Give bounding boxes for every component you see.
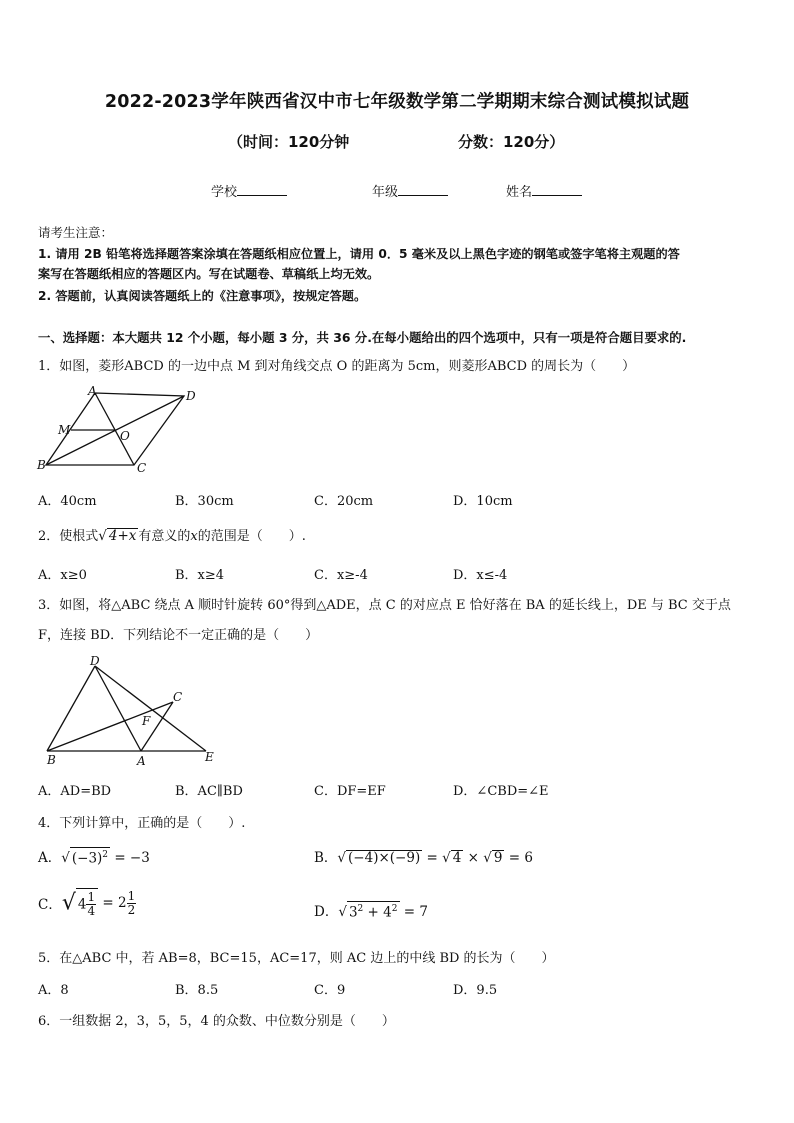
q4-option-d-exp1: 2 xyxy=(357,903,364,914)
notice-heading: 请考生注意： xyxy=(38,225,114,240)
school-field xyxy=(211,181,287,200)
q4-option-d-label: D． xyxy=(314,904,339,920)
q1-option-d[interactable]: D．10cm xyxy=(453,494,513,509)
q3-label-C: C xyxy=(173,690,183,704)
q1-label-D: D xyxy=(186,389,196,403)
q4-option-a-label: A． xyxy=(38,850,62,866)
q1-label-C: C xyxy=(137,461,147,475)
q2-option-a[interactable]: A．x≥0 xyxy=(38,568,87,583)
q2-option-d[interactable]: D．x≤-4 xyxy=(453,568,508,583)
q2-suffix: 的范围是（ ）. xyxy=(197,529,306,544)
q3-label-A: A xyxy=(137,754,146,768)
q3-line2: F，连接 BD．下列结论不一定正确的是（ ） xyxy=(38,628,319,643)
name-blank xyxy=(532,183,582,196)
q4-option-b-radicand: (−4)×(−9) xyxy=(348,850,421,866)
q4-option-d-a: 3 xyxy=(348,904,358,920)
q1-label-B: B xyxy=(37,458,46,472)
q4-option-c-eq: = 2 xyxy=(98,895,127,911)
q3-line1: 3．如图，将△ABC 绕点 A 顺时针旋转 60°得到△ADE，点 C 的对应点 E 恰好落在 BA 的延长线上，DE 与 BC 交于点 xyxy=(38,598,731,613)
q4-option-a[interactable]: A．√ $(-3)^2 = -3$ xyxy=(38,846,150,866)
q1-option-a[interactable]: A．40cm xyxy=(38,494,97,509)
q1-rhombus-figure xyxy=(34,384,204,476)
q4-option-b-label: B． xyxy=(314,850,338,866)
q5-option-c[interactable]: C．9 xyxy=(314,983,346,998)
q1-label-O: O xyxy=(120,429,130,443)
time-label: （时间：120分钟 xyxy=(228,133,350,151)
q4-option-c-frac2 xyxy=(127,890,137,917)
q1-option-c[interactable]: C．20cm xyxy=(314,494,374,509)
q5-option-b[interactable]: B．8.5 xyxy=(175,983,219,998)
q3-option-c[interactable]: C．DF=EF xyxy=(314,784,386,799)
name-field xyxy=(506,181,582,200)
q4-option-d[interactable]: D．√ $3^2 + 4^2 = 7$ xyxy=(314,900,428,920)
section-heading: 一、选择题：本大题共 12 个小题，每小题 3 分，共 36 分.在每小题给出的四个选项中，只有一项是符合题目要求的. xyxy=(38,330,687,345)
q2-sqrt: √ 4+x xyxy=(98,528,137,544)
notice-line1: 1. 请用 2B 铅笔将选择题答案涂填在答题纸相应位置上，请用 0．5 毫米及以上黑色字迹的钢笔或签字笔将主观题的答 xyxy=(38,247,680,261)
q4-option-c[interactable]: C．√ 4 $\frac{1}{4}$ = 2 $\frac{1}{2}$ xyxy=(38,888,136,918)
q2-option-b[interactable]: B．x≥4 xyxy=(175,568,225,583)
q3-label-F: F xyxy=(142,714,151,728)
q4-option-a-exp: 2 xyxy=(102,849,109,860)
q4-option-c-den: 4 xyxy=(87,904,96,918)
q3-triangle-figure xyxy=(38,652,223,770)
q1-text: 1．如图，菱形ABCD 的一边中点 M 到对角线交点 O 的距离为 5cm，则菱形ABCD 的周长为（ ） xyxy=(38,359,636,374)
notice-line1b: 案写在答题纸相应的答题区内。写在试题卷、草稿纸上均无效。 xyxy=(38,267,380,281)
q4-option-d-radicand xyxy=(347,901,400,920)
q3-option-b[interactable]: B．AC∥BD xyxy=(175,784,243,799)
q1-label-A: A xyxy=(88,384,97,398)
q4-option-c-label: C． xyxy=(38,897,62,913)
q2-option-c[interactable]: C．x≥-4 xyxy=(314,568,368,583)
q4-option-d-exp2: 2 xyxy=(391,903,398,914)
q1-label-M: M xyxy=(58,423,71,437)
q2-radicand: 4+x xyxy=(108,528,137,544)
q6-text: 6．一组数据 2，3，5，5，4 的众数、中位数分别是（ ） xyxy=(38,1014,395,1029)
q2-text xyxy=(38,525,306,544)
page-title: 2022-2023学年陕西省汉中市七年级数学第二学期期末综合测试模拟试题 xyxy=(104,92,690,112)
q1-option-b[interactable]: B．30cm xyxy=(175,494,234,509)
q4-option-b-rhs: = 6 xyxy=(504,850,533,866)
q5-option-d[interactable]: D．9.5 xyxy=(453,983,498,998)
q2-prefix: 2．使根式 xyxy=(38,529,99,544)
q4-option-c-int: 4 xyxy=(77,896,87,913)
q4-option-a-base: (−3) xyxy=(71,850,103,866)
q3-option-a[interactable]: A．AD=BD xyxy=(38,784,112,799)
q4-option-d-b: 4 xyxy=(383,904,392,920)
q4-option-b-r1: 4 xyxy=(452,850,462,866)
q4-option-c-num2: 1 xyxy=(127,888,136,903)
q3-option-d[interactable]: D．∠CBD=∠E xyxy=(453,784,549,799)
q3-label-D: D xyxy=(90,654,100,668)
q4-option-a-rhs: = −3 xyxy=(110,850,150,866)
q4-option-b-r2: 9 xyxy=(493,850,503,866)
q4-option-a-radicand xyxy=(70,847,110,866)
q4-text: 4．下列计算中，正确的是（ ）. xyxy=(38,816,246,831)
score-label: 分数：120分） xyxy=(458,133,565,151)
q5-text: 5．在△ABC 中，若 AB=8，BC=15，AC=17，则 AC 边上的中线 BD 的长为（ ） xyxy=(38,951,555,966)
grade-field xyxy=(372,181,448,200)
q3-label-B: B xyxy=(47,753,56,767)
q3-label-E: E xyxy=(205,750,214,764)
grade-blank xyxy=(398,183,448,196)
q4-option-c-num: 1 xyxy=(87,890,96,904)
notice-line2: 2. 答题前，认真阅读答题纸上的《注意事项》，按规定答题。 xyxy=(38,289,367,303)
q4-option-c-den2: 2 xyxy=(127,902,136,917)
q4-option-b-eq: = xyxy=(422,850,443,866)
q4-option-c-frac1 xyxy=(86,891,96,918)
school-blank xyxy=(237,183,287,196)
grade-label: 年级 xyxy=(372,185,399,200)
name-label: 姓名 xyxy=(506,185,533,200)
q4-option-c-radicand xyxy=(76,888,98,918)
q4-option-d-rhs: = 7 xyxy=(399,904,428,920)
q2-middle: 有意义的 xyxy=(138,529,191,544)
q4-option-b[interactable]: B．√ (−4)×(−9) = √ 4 × √ 9 = 6 xyxy=(314,850,533,866)
q4-option-b-times: × xyxy=(463,850,484,866)
q2-var: x xyxy=(190,529,198,544)
school-label: 学校 xyxy=(211,185,238,200)
q5-option-a[interactable]: A．8 xyxy=(38,983,69,998)
q4-option-d-plus: + xyxy=(363,904,384,920)
